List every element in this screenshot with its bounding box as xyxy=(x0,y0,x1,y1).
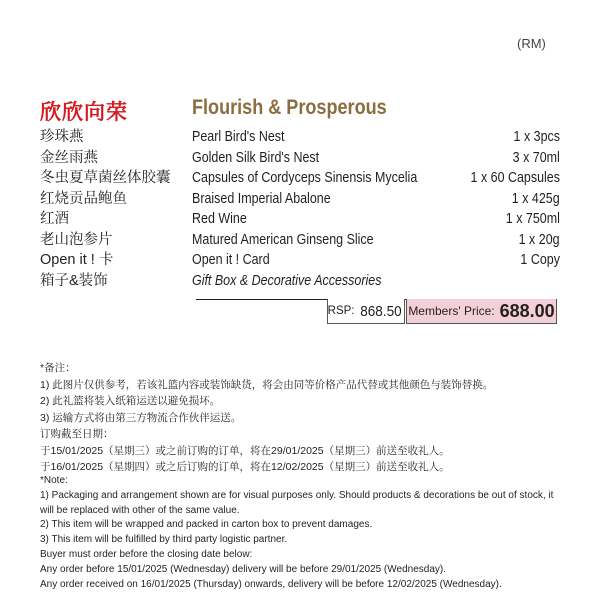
list-item xyxy=(40,127,560,148)
note-line: 2) This item will be wrapped and packed in carton box to prevent damages. xyxy=(40,519,373,531)
note-line: *备注： xyxy=(40,362,76,374)
item-name-chinese: Open it ! 卡 xyxy=(40,252,114,268)
list-item xyxy=(40,148,560,169)
item-quantity: 1 x 750ml xyxy=(505,211,560,227)
list-item xyxy=(40,189,560,210)
note-line: 2) 此礼篮将装入纸箱运送以避免损坏。 xyxy=(40,395,221,407)
notes-chinese xyxy=(40,360,565,476)
item-name-english: Capsules of Cordyceps Sinensis Mycelia xyxy=(192,170,418,186)
note-line: 3) This item will be fulfilled by third party logistic partner. xyxy=(40,534,288,546)
currency-label: (RM) xyxy=(517,36,546,51)
title-chinese: 欣欣向荣 xyxy=(40,101,128,124)
item-name-english: Open it ! Card xyxy=(192,252,270,268)
note-line: 1) 此图片仅供参考，若该礼篮内容或装饰缺货，将会由同等价格产品代替或其他颜色与装饰替换。 xyxy=(40,378,494,391)
note-line: 1) Packaging and arrangement shown are for visual purposes only. Should products & decorations be out of stock, it will be replaced with other of the same value. xyxy=(40,489,554,516)
item-name-chinese: 箱子&装饰 xyxy=(40,272,108,289)
item-quantity: 3 x 70ml xyxy=(512,149,560,166)
rsp-value: 868.50 xyxy=(360,302,403,320)
note-line: 于16/01/2025（星期四）或之后订购的订单，将在12/02/2025（星期三）前送至收礼人。 xyxy=(40,461,450,473)
list-item xyxy=(40,250,560,271)
rsp-label: RSP: xyxy=(327,305,355,317)
item-quantity: 1 x 3pcs xyxy=(513,129,560,145)
item-name-english: Red Wine xyxy=(192,211,247,227)
members-price-label: Members' Price: xyxy=(408,304,495,318)
item-quantity: 1 x 20g xyxy=(519,231,560,248)
item-name-chinese: 老山泡参片 xyxy=(40,231,113,248)
members-price-value: 688.00 xyxy=(499,300,555,321)
note-line: 3) 运输方式将由第三方物流合作伙伴运送。 xyxy=(40,411,242,424)
item-quantity: 1 Copy xyxy=(520,252,560,268)
rsp-price-box xyxy=(327,299,405,324)
list-item xyxy=(40,209,560,230)
item-name-english: Braised Imperial Abalone xyxy=(192,190,331,207)
note-line: Any order received on 16/01/2025 (Thursday) onwards, delivery will be before 12/02/2025 (Wednesday). xyxy=(40,578,502,590)
item-quantity: 1 x 60 Capsules xyxy=(470,170,560,186)
item-name-chinese: 珍珠燕 xyxy=(40,129,84,145)
list-item xyxy=(40,271,560,292)
note-line: Buyer must order before the closing date below: xyxy=(40,548,253,560)
item-name-english: Matured American Ginseng Slice xyxy=(192,231,374,248)
item-name-chinese: 红酒 xyxy=(40,211,69,227)
note-line: 于15/01/2025（星期三）或之前订购的订单，将在29/01/2025（星期三）前送至收礼人。 xyxy=(40,444,450,457)
item-name-english: Pearl Bird's Nest xyxy=(192,129,285,145)
members-price-box xyxy=(406,299,557,324)
title-english: Flourish & Prosperous xyxy=(192,96,387,119)
item-name-english: Golden Silk Bird's Nest xyxy=(192,149,320,166)
item-name-chinese: 冬虫夏草菌丝体胶囊 xyxy=(40,170,171,186)
note-line: *Note: xyxy=(40,475,68,486)
note-line: Any order before 15/01/2025 (Wednesday) delivery will be before 29/01/2025 (Wednesday). xyxy=(40,563,446,575)
item-quantity: 1 x 425g xyxy=(512,190,560,207)
item-name-english: Gift Box & Decorative Accessories xyxy=(192,272,382,289)
list-item xyxy=(40,230,560,251)
item-name-chinese: 红烧贡品鲍鱼 xyxy=(40,190,127,207)
note-line: 订购截至日期： xyxy=(40,428,114,440)
notes-english xyxy=(40,474,565,592)
item-list xyxy=(40,127,560,291)
list-item xyxy=(40,168,560,189)
product-title xyxy=(40,96,560,122)
item-name-chinese: 金丝雨燕 xyxy=(40,149,98,166)
